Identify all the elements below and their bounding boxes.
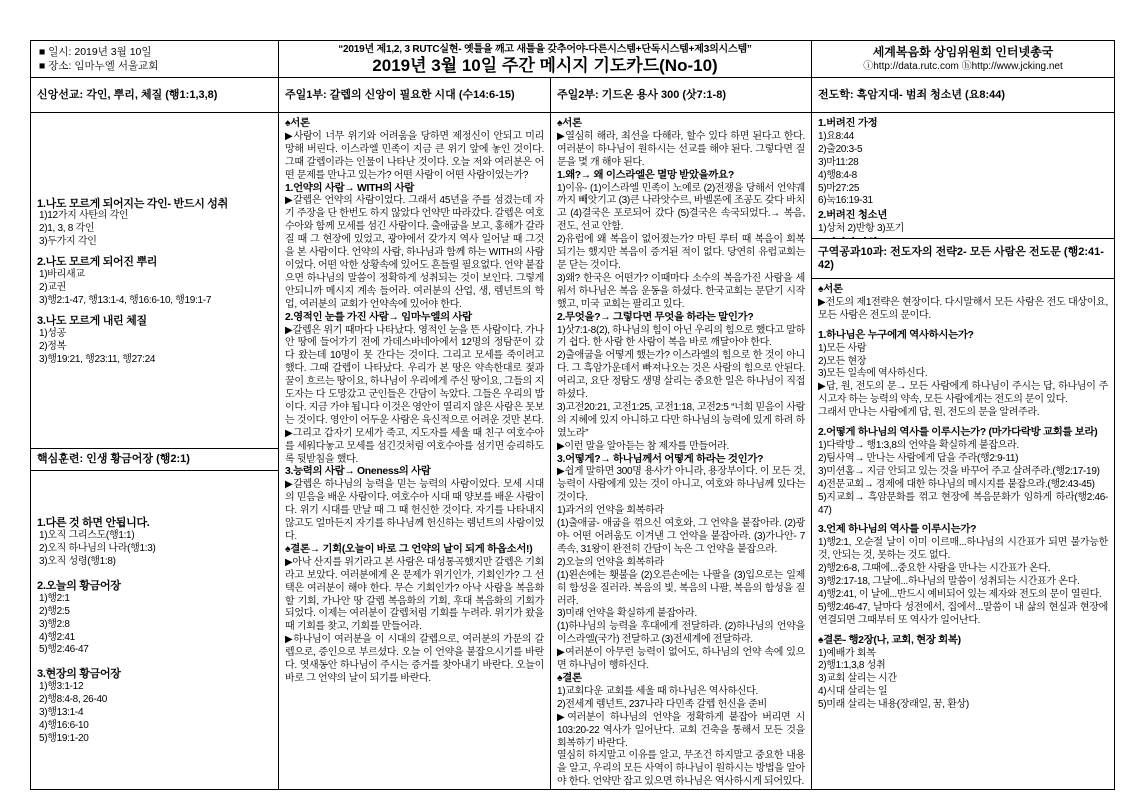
list-item: 3)행2:8 — [39, 618, 70, 630]
list-item: 3)교회 살리는 시간 — [818, 673, 897, 685]
list-item: 2)모든 현장 — [818, 355, 867, 367]
paragraph: 2)전세계 렘넌트, 237나라 다민족 갈렙 헌신을 준비 — [557, 698, 767, 710]
list-item: 5)마27:25 — [818, 182, 860, 194]
list-item: 3)행2:17-18, 그날에...하나님의 말씀이 성취되는 시간표가 온다. — [818, 576, 1080, 588]
col1-title: 신앙선교: 각인, 뿌리, 체질 (행1:1,3,8) — [30, 77, 279, 113]
list-item: 4)행8:4-8 — [818, 169, 857, 181]
paragraph: ▶하나님이 여러분을 이 시대의 갈렙으로, 여러분의 가문의 갈렙으로, 증인으로 부르셨다. 오늘 이 언약을 붙잡으시기를 바란다. 엿새동안 하나님이 주시는 증거를 찾아내기 바란다. 오늘이 바로 그 언약의 날이 되기를 바란다. — [285, 634, 544, 684]
paragraph: 1)이유- (1)이스라엘 민족이 노예로 (2)전쟁을 당해서 언약궤까지 빼앗기고 (3)큰 나라앗수르, 바벨론에 조공도 갖다 바치고 (4)결국은 포로되어 갔다 (5)결국은 속국되었다.→ 복음, 전도, 선교 안함. — [557, 182, 805, 233]
paragraph: 2)출애굽을 어떻게 했는가? 이스라엘의 힘으로 한 것이 아니다. 그 흑암가운데서 빠져나오는 것은 사람의 힘으로 안된다. 여리고, 요단 정탐도 생명 살리는 중요한 일은 하나님이 직접하셨다. — [557, 350, 805, 401]
col4-sub-body — [811, 278, 1115, 790]
section-heading: ♠결론- 행2장(나, 교회, 현장 회복) — [818, 634, 961, 646]
list-item: 1)행3:1-12 — [39, 681, 84, 693]
paragraph: ▶아낙 산지를 위기라고 본 사람은 대성통곡했지만 갈렙은 기회라고 보았다. 여러분에게 온 문제가 위기인가, 기회인가? 그 선택은 여러분이 해야 한다. 무슨 기회인가? 아낙 사람을 복음화 할 기회, 가나안 땅 갈렙 복음화의 기회, 후대 복음화의 기회가 되었다. 이제는 여러분이 갈렙처럼 기회를 누려라. 위기가 왔을 때 기회를 찾고, 기회를 만들어라. — [285, 556, 544, 633]
paragraph: ▶갈렙은 하나님의 능력을 믿는 능력의 사람이었다. 모세 시대의 믿음을 배운 사람이다. 여호수아 시대 때 양보를 배운 사람이다. 위기 시대를 만날 때 그 때 헌신한 것이다. 자기를 나타내지 않고도 얼마든지 자기를 하나님께 헌신하는 렘넌트의 사람이었다. — [285, 479, 544, 542]
section-heading: 1.하나님은 누구에게 역사하시는가? — [818, 329, 974, 341]
col3-title: 주일2부: 기드온 용사 300 (삿7:1-8) — [550, 77, 812, 113]
section-heading: 2.어떻게 하나님의 역사를 이루시는가? (마가다락방 교회를 보라) — [818, 427, 1098, 439]
paragraph: ▶답, 원, 전도의 문→ 모든 사람에게 하나님이 주시는 답, 하나님이 주시고자 하는 능력의 약속, 모든 사람에게는 전도의 문이 있다. — [818, 381, 1108, 406]
section-heading: 2.나도 모르게 되어진 뿌리 — [37, 256, 158, 269]
org-links: ⓘhttp://data.rutc.com ⓗhttp://www.jcking.net — [863, 61, 1063, 72]
paragraph: 2)오늘의 언약을 회복하라 — [557, 556, 664, 568]
list-item: 1)예배가 회복 — [818, 647, 876, 659]
list-item: 3)미션홈→ 지금 안되고 있는 것을 바꾸어 주고 살려주라.(행2:17-19) — [818, 465, 1100, 477]
list-item: 1)12가지 사탄의 각인 — [39, 210, 129, 222]
paragraph: 3)왜? 한국은 어떤가? 이때마다 소수의 복음가진 사람을 세워서 하나님은 복음 운동을 하셨다. 한국교회는 문닫기 시작했고, 미국 교회는 팔리고 있다. — [557, 272, 805, 310]
list-item: 1)요8:44 — [818, 130, 854, 142]
list-item: 2)1, 3, 8 각인 — [39, 223, 95, 235]
list-item: 1)행2:1 — [39, 592, 70, 604]
list-item: 2)행2:5 — [39, 605, 70, 617]
list-item: 4)행16:6-10 — [39, 719, 89, 731]
list-item: 3)행13:1-4 — [39, 707, 84, 719]
paragraph: 3)미래 언약을 확실하게 붙잡아라. — [557, 608, 697, 620]
paragraph: 열심히 하지말고 이유를 알고, 무조건 하지말고 중요한 내용을 알고, 우리의 모든 사역이 하나님이 원하시는 방법을 알아야 한다. 언약만 잡고 있으면 하나님은 역사하시게 되어있다. — [557, 750, 805, 788]
list-item: 2)오직 하나님의 나라(행1:3) — [39, 543, 156, 555]
section-heading: 1.다른 것 하면 안됩니다. — [37, 517, 150, 530]
section-heading: ♠결론→ 기회(오늘이 바로 그 언약의 날이 되게 하옵소서!) — [285, 543, 533, 555]
list-item: 2)교권 — [39, 282, 67, 293]
list-item: 3)두가지 각인 — [39, 236, 97, 248]
list-item: 2)행1:1,3,8 성취 — [818, 660, 886, 672]
list-item: 3)마11:28 — [818, 156, 859, 168]
section-heading: 2.버려진 청소년 — [818, 210, 888, 222]
date-line: ■ 일시: 2019년 3월 10일 — [39, 46, 152, 58]
section-heading: 3.현장의 황금어장 — [37, 668, 121, 681]
section-heading: 1.언약의 사람→ WITH의 사람 — [285, 182, 415, 194]
paragraph: 2)유럽에 왜 복음이 없어졌는가? 마틴 루터 때 복음이 회복되기는 했지만 복음이 증거된 적이 없다. 당연히 유럽교회는 문 닫는 것이다. — [557, 234, 805, 271]
paragraph: (1)출애굽- 애굽을 꺾으신 여호와, 그 언약을 붙잡아라. (2)광야- 어떤 어려움도 이겨낸 그 언약을 붙잡아라. (3)가나안- 7족속, 31왕이 완전히 간담이 녹은 그 언약을 붙잡으라. — [557, 518, 805, 555]
paragraph: 1)삿7:1-8(2), 하나님의 힘이 아닌 우리의 힘으로 했다고 말하기 쉽다. 한 사람 한 사람이 복음 바로 깨달아야 한다. — [557, 324, 805, 349]
col4-body — [811, 112, 1115, 239]
paragraph: ▶여러분이 하나님의 언약을 정확하게 붙잡아 버리면 시103:20-22 역사가 일어난다. 교회 건축을 통해서 모든 것을 회복하기 바란다. — [557, 711, 805, 749]
section-heading: 2.무엇을?→ 그렇다면 무엇을 하라는 말인가? — [557, 311, 754, 323]
list-item: 2)출20:3-5 — [818, 143, 863, 155]
section-heading: 3.어떻게?→ 하나님께서 어떻게 하라는 것인가? — [557, 453, 764, 465]
list-item: 1)바리새교 — [39, 269, 85, 281]
paragraph: (1)왼손에는 횃불을 (2)오른손에는 나팔을 (3)입으로는 일제히 함성을 질러라. 복음의 빛, 복음의 나팔, 복음의 함성을 질러라. — [557, 569, 805, 607]
list-item: 2)팀사역→ 만나는 사람에게 답을 주라(행2:9-11) — [818, 452, 1019, 464]
section-heading: 3.언제 하나님의 역사를 이루시는가? — [818, 524, 977, 536]
list-item: 4)전문교회→ 경제에 대한 하나님의 메시지를 붙잡으라.(행2:43-45) — [818, 478, 1095, 490]
paragraph: 3)고전20:21, 고전1:25, 고전1:18, 고전2:5 “너희 믿음이 사람의 지혜에 있지 아니하고 다만 하나님의 능력에 있게 하려 하였노라” — [557, 401, 805, 439]
section-heading: ♠결론 — [557, 672, 582, 684]
title-box — [278, 40, 812, 78]
col2-body — [278, 112, 551, 790]
list-item: 1)다락방→ 행1:3,8의 언약을 확실하게 붙잡으라. — [818, 439, 1019, 451]
list-item: 1)모든 사람 — [818, 342, 867, 354]
theme-line: “2019년 제1,2, 3 RUTC실현- 옛틀을 깨고 새틀을 갖추어야-다른시스템+단독시스템+제3의시스템” — [338, 43, 752, 55]
paragraph: 1)과거의 언약을 회복하라 — [557, 505, 664, 517]
paragraph: ▶여러분이 아무런 능력이 없어도, 하나님의 언약 속에 있으면 하나님이 행하신다. — [557, 647, 805, 672]
place-line: ■ 장소: 임마누엘 서울교회 — [39, 60, 159, 72]
list-item: 5)미래 살리는 내용(장래일, 꿈, 환상) — [818, 699, 969, 711]
list-item: 1)상처 2)반항 3)포기 — [818, 223, 904, 235]
list-item: 2)행2:6-8, 그때에...중요한 사람을 만나는 시간표가 온다. — [818, 563, 1051, 575]
col1-sub-title: 핵심훈련: 인생 황금어장 (행2:1) — [30, 448, 279, 471]
section-heading: 1.왜?→ 왜 이스라엘은 멸망 받았을까요? — [557, 169, 734, 181]
section-heading: 2.오늘의 황금어장 — [37, 579, 121, 592]
list-item: 1)행2:1, 오순절 날이 이미 이르매...하나님의 시간표가 되면 불가능한 것, 안되는 것, 못하는 것도 없다. — [818, 537, 1108, 562]
list-item: 5)행2:46-47 — [39, 644, 89, 656]
list-item: 5)행19:1-20 — [39, 732, 89, 744]
section-heading: ♠서론 — [818, 284, 843, 295]
org-box — [811, 40, 1115, 78]
section-heading: 3.능력의 사람→ Oneness의 사람 — [285, 466, 431, 478]
paragraph: ▶열심히 해라, 최선을 다해라, 할수 있다 하면 된다고 한다. 여러분이 하나님이 원하시는 선교를 해야 된다. 그렇다면 질문을 몇 개 해야 된다. — [557, 130, 805, 168]
col4-sub-title: 구역공과10과: 전도자의 전략2- 모든 사람은 전도문 (행2:41-42) — [811, 238, 1115, 279]
paragraph: ▶갈렙은 언약의 사람이었다. 그래서 45년을 주를 섬겼는데 자기 주장을 단 한번도 하지 않았다 언약만 따라갔다. 갈렙은 여호수아와 함께 모세를 섬긴 사람이다. 출애굽을 보고, 홍해가 갈라질 때 그 현장에 있었고, 광야에서 갖가지 역사 일어날 때 그것을 본 사람이다. 언약의 사람, 하나님과 함께 하는 WITH의 사람이었다. 어떤 악한 상황속에 있어도 흔들릴 필요없다. 언약 붙잡으면 하나님의 말씀이 정확하게 성취되는 것이 보인다. 그렇게 안되니까 메시지 계속 들어라. 여러분의 산업, 생, 렘넌트의 학업, 여러분의 교회가 언약속에 있어야 한다. — [285, 195, 544, 310]
section-heading: 2.영적인 눈를 가진 사람→ 임마누엘의 사람 — [285, 311, 472, 323]
section-heading: 3.나도 모르게 내린 체질 — [37, 314, 147, 327]
col2-title: 주일1부: 갈렙의 신앙이 필요한 시대 (수14:6-15) — [278, 77, 551, 113]
section-heading: 1.버려진 가정 — [818, 118, 878, 129]
paragraph: ▶전도의 제1전략은 현장이다. 다시말해서 모든 사람은 전도 대상이요, 모든 사람은 전도의 문이다. — [818, 296, 1108, 321]
list-item: 2)정복 — [39, 340, 67, 352]
list-item: 1)오직 그리스도(행1:1) — [39, 530, 135, 542]
section-heading: ♠서론 — [285, 118, 310, 129]
paragraph: ▶갈렙은 위기 때마다 나타났다. 영적인 눈을 뜬 사람이다. 가나안 땅에 들어가기 전에 가데스바네아에서 12명의 정탐꾼이 갔다 왔는데 10명이 못 간다는 것이다. 그리고 모세를 죽이려고 했다. 그때 갈렙이 나타났다. 우리가 본 땅은 약속한대로 젖과 꿀이 흐르는 땅이요, 하나님이 우리에게 주신 땅이요, 그들의 지도자는 다 도망갔고 군인들은 간담이 녹았다. 그들은 우리의 밥이다. 지금 가야 됩니다 이것은 영안이 열리지 않은 사람은 못보는 것이다. 영안이 어두운 사람은 육신적으로 어려운 것만 본다. — [285, 324, 544, 426]
list-item: 3)행2:1-47, 행13:1-4, 행16:6-10, 행19:1-7 — [39, 294, 212, 306]
list-item: 6)눅16:19-31 — [818, 195, 873, 207]
list-item: 1)성공 — [39, 327, 67, 339]
paragraph: ▶이런 말을 알아듣는 참 제자를 만들어라. — [557, 440, 730, 452]
list-item: 4)시대 살리는 일 — [818, 686, 888, 698]
list-item: 5)행2:46-47, 날마다 성전에서, 집에서...말씀이 내 삶의 현실과 현장에 연결되면 그때부터 또 역사가 일어난다. — [818, 601, 1108, 626]
col4-title: 전도학: 흑암지대- 범죄 청소년 (요8:44) — [811, 77, 1115, 113]
paragraph: ▶그리고 갑자기 모세가 죽고, 지도자를 세울 때 친구 여호수아를 세워다놓고 모세를 섬긴것처럼 여호수아를 섬기면 승리하도록 뒷받침을 했다. — [285, 427, 544, 465]
paragraph: ▶사람이 너무 위기와 어려움을 당하면 제정신이 안되고 미리 망해 버린다. 이스라엘 민족이 지금 큰 위기 앞에 놓인 것이다. 그때 갈렙이라는 인물이 나타난 것이다. 오늘 저와 여러분은 어떤 문제를 만나고 있는가? 어떤 사람이 어떤 사람이었는가? — [285, 130, 544, 181]
list-item: 4)행2:41 — [39, 631, 75, 643]
section-heading: 1.나도 모르게 되어지는 각인- 반드시 성취 — [37, 197, 228, 210]
list-item: 3)오직 성령(행1:8) — [39, 555, 116, 567]
section-heading: ♠서론 — [557, 118, 582, 129]
page-title: 2019년 3월 10일 주간 메시지 기도카드(No-10) — [372, 55, 718, 75]
paragraph: 1)교회다운 교회를 세울 때 하나님은 역사하신다. — [557, 685, 759, 697]
list-item: 5)지교회→ 흑암문화를 꺾고 현장에 복음문화가 임하게 하라(행2:46-47) — [818, 491, 1108, 516]
col3-body — [550, 112, 812, 790]
col1-sub-body — [30, 470, 279, 790]
info-box — [30, 40, 279, 78]
org-name: 세계복음화 상임위원회 인터넷총국 — [872, 45, 1054, 59]
list-item: 2)행8:4-8, 26-40 — [39, 694, 107, 706]
paragraph: 그래서 만나는 사람에게 답, 원, 전도의 문을 알려주라. — [818, 407, 1040, 419]
list-item: 3)모든 일속에 역사하신다. — [818, 368, 928, 380]
list-item: 4)행2:41, 이 날에...반드시 예비되어 있는 제자와 전도의 문이 열린다. — [818, 588, 1102, 600]
paragraph: (1)하나님의 능력을 후대에게 전달하라. (2)하나님의 언약을 이스라엘(국가) 전달하고 (3)전세계에 전달하라. — [557, 621, 805, 646]
paragraph: ▶쉽게 말하면 300명 용사가 아니라, 용장부이다. 이 모든 것, 능력이 사람에게 있는 것이 아니고, 여호와 하나님께 있다는 것이다. — [557, 466, 805, 504]
col1-body — [30, 112, 279, 449]
list-item: 3)행19:21, 행23:11, 행27:24 — [39, 353, 156, 365]
